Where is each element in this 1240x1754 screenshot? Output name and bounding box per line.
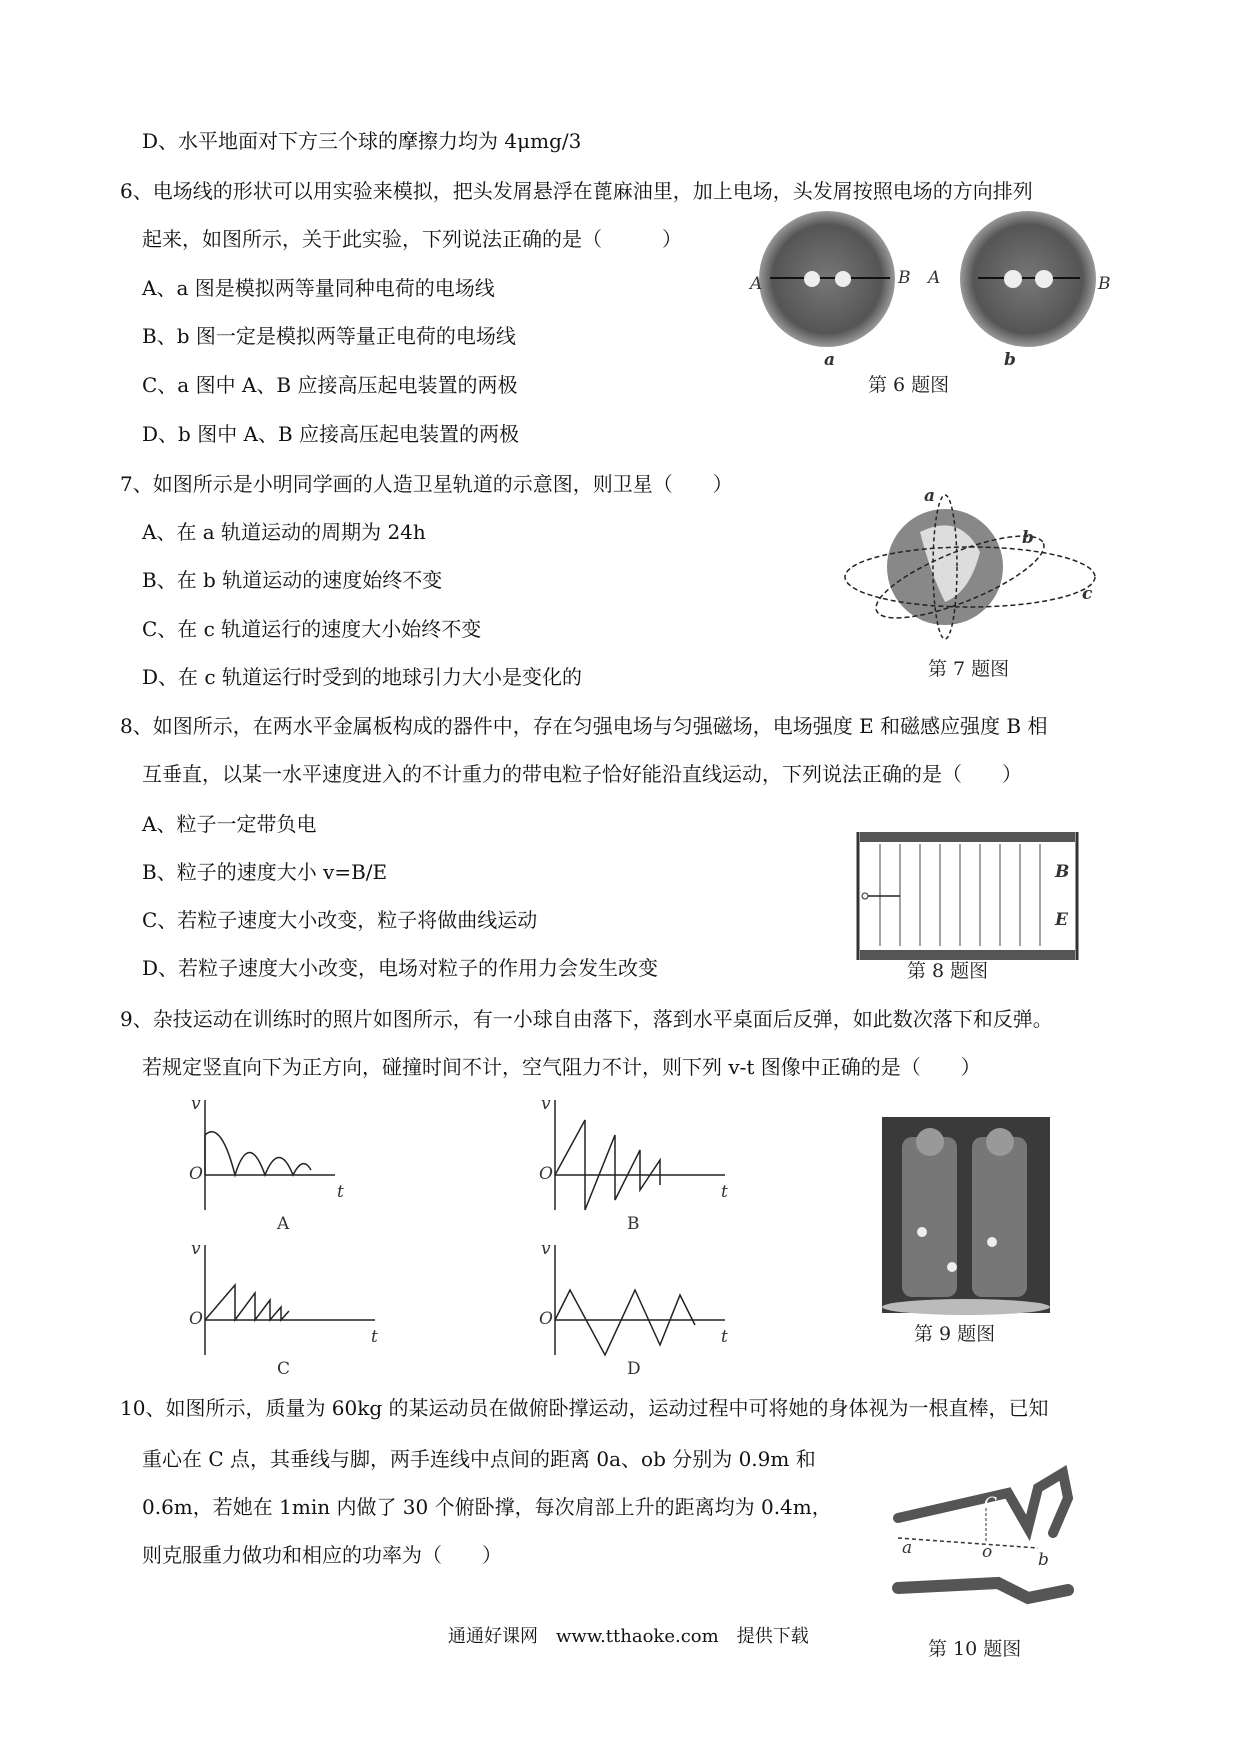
graph-b-origin: O [539,1164,553,1184]
figure-9 [882,1117,1052,1347]
fig10-label-b: b [1038,1550,1049,1570]
q7-option-b: B、在 b 轨道运动的速度始终不变 [142,568,443,592]
q7-stem: 7、如图所示是小明同学画的人造卫星轨道的示意图，则卫星（ ） [120,472,733,496]
juggler-photo [882,1117,1050,1313]
graph-a-origin: O [189,1164,203,1184]
fig7-orbit-a: a [924,486,936,506]
fig10-caption: 第 10 题图 [928,1638,1022,1660]
velocity-selector [855,832,1080,967]
graph-c-origin: O [189,1309,203,1329]
fig7-caption: 第 7 题图 [928,658,1010,680]
graph-a-plot [185,1100,385,1210]
q6-option-c: C、a 图中 A、B 应接高压起电装置的两极 [142,373,518,397]
graph-a-label: A [277,1214,290,1234]
graph-a [185,1094,385,1240]
q9-stem-cont: 若规定竖直向下为正方向，碰撞时间不计，空气阻力不计，则下列 v-t 图像中正确的是（ ） [142,1055,981,1079]
fig6-label-a-left: A [750,274,763,294]
fig6-label-b-right: B [1098,274,1111,294]
graph-d-origin: O [539,1309,553,1329]
fig6-label-b-left: B [898,268,911,288]
fig6-sub-a: a [824,350,836,370]
graph-c [185,1239,385,1385]
q7-option-d: D、在 c 轨道运行时受到的地球引力大小是变化的 [142,665,582,689]
footer-source: 通通好课网 www.tthaoke.com 提供下载 [448,1626,809,1647]
fig10-label-c: C [984,1494,998,1514]
q10-stem-cont-1: 重心在 C 点，其垂线与脚，两手连线中点间的距离 0a、ob 分别为 0.9m 和 [142,1447,816,1471]
fig6-sub-b: b [1004,350,1016,370]
q7-option-c: C、在 c 轨道运行的速度大小始终不变 [142,617,482,641]
graph-d-t-label: t [721,1327,728,1347]
fig8-label-e: E [1055,910,1068,930]
q8-option-a: A、粒子一定带负电 [142,812,317,836]
q7-option-a: A、在 a 轨道运动的周期为 24h [142,520,426,544]
graph-c-label: C [277,1359,291,1379]
graph-b [535,1094,735,1240]
fig6-label-a-right: A [928,268,941,288]
graph-b-v-label: v [541,1094,551,1114]
fig8-caption: 第 8 题图 [907,960,989,982]
q9-stem: 9、杂技运动在训练时的照片如图所示，有一小球自由落下，落到水平桌面后反弹，如此数次落下和反弹。 [120,1007,1053,1031]
figure-10 [888,1458,1083,1668]
fig8-label-b: B [1055,862,1070,882]
graph-b-plot [535,1100,735,1210]
graph-b-label: B [627,1214,640,1234]
q6-option-d: D、b 图中 A、B 应接高压起电装置的两极 [142,422,520,446]
graph-a-t-label: t [337,1182,344,1202]
fig10-label-o: o [982,1542,993,1562]
figure-7 [850,486,1120,692]
figure-8 [855,832,1080,992]
fig9-caption: 第 9 题图 [914,1323,996,1345]
graph-c-t-label: t [371,1327,378,1347]
fig6-caption: 第 6 题图 [868,374,950,396]
graph-a-v-label: v [191,1094,201,1114]
q6-stem: 6、电场线的形状可以用实验来模拟，把头发屑悬浮在蓖麻油里，加上电场，头发屑按照电场的方向排列 [120,179,1033,203]
fig7-orbit-b: b [1022,528,1034,548]
graph-d [535,1239,735,1385]
graph-b-t-label: t [721,1182,728,1202]
fig7-orbit-c: c [1082,584,1093,604]
q10-stem: 10、如图所示，质量为 60kg 的某运动员在做俯卧撑运动，运动过程中可将她的身体视为一根直棒，已知 [120,1396,1049,1420]
q6-stem-cont: 起来，如图所示，关于此实验，下列说法正确的是（ ） [142,227,682,251]
q8-option-c: C、若粒子速度大小改变，粒子将做曲线运动 [142,908,538,932]
q6-option-a: A、a 图是模拟两等量同种电荷的电场线 [142,276,495,300]
q8-option-d: D、若粒子速度大小改变，电场对粒子的作用力会发生改变 [142,956,659,980]
graph-d-v-label: v [541,1239,551,1259]
q8-stem-cont: 互垂直，以某一水平速度进入的不计重力的带电粒子恰好能沿直线运动，下列说法正确的是（ ） [142,762,1022,786]
graph-d-label: D [627,1359,641,1379]
q8-option-b: B、粒子的速度大小 v=B/E [142,860,388,884]
q10-stem-cont-2: 0.6m，若她在 1min 内做了 30 个俯卧撑，每次肩部上升的距离均为 0.4m， [142,1495,832,1519]
q5-option-d: D、水平地面对下方三个球的摩擦力均为 4μmg/3 [142,129,582,153]
q6-option-b: B、b 图一定是模拟两等量正电荷的电场线 [142,324,516,348]
q8-stem: 8、如图所示，在两水平金属板构成的器件中，存在匀强电场与匀强磁场，电场强度 E 和磁感应强度 B 相 [120,714,1048,738]
graph-d-plot [535,1245,735,1355]
figure-6 [740,210,1120,410]
graph-c-v-label: v [191,1239,201,1259]
fig10-label-a: a [902,1538,913,1558]
graph-c-plot [185,1245,385,1355]
q10-stem-cont-3: 则克服重力做功和相应的功率为（ ） [142,1543,502,1567]
